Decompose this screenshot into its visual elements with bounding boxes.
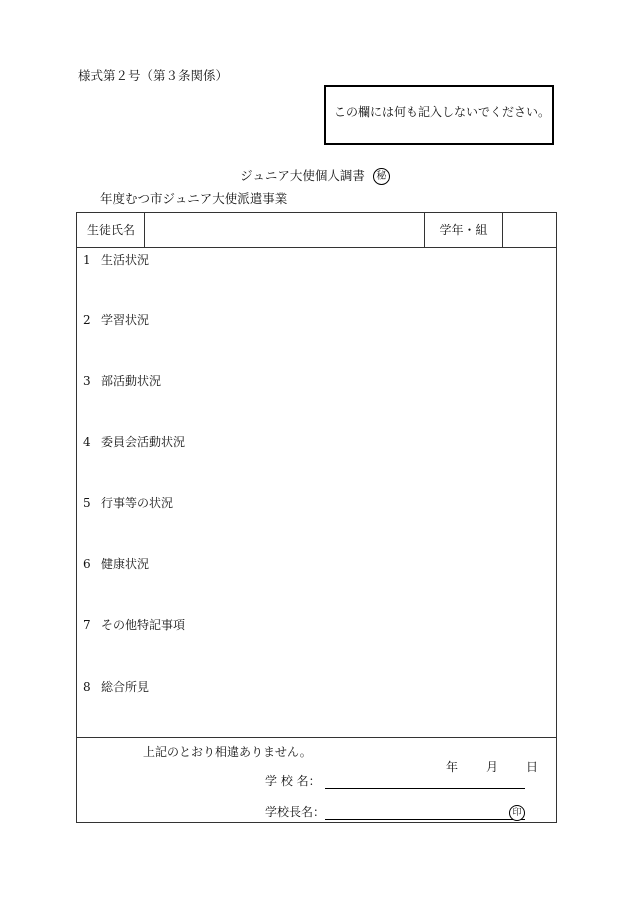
student-name-field[interactable]: [145, 213, 425, 247]
confidential-mark-icon: 秘: [373, 168, 390, 185]
section-health-status[interactable]: 6 健康状況: [83, 557, 150, 571]
student-name-label: 生徒氏名: [77, 213, 145, 247]
principal-name-field[interactable]: [325, 806, 525, 820]
school-name-row: [265, 772, 525, 789]
date-month-label: 月: [485, 760, 498, 774]
section-life-status[interactable]: 1 生活状況: [83, 253, 150, 267]
confirmation-text: 上記のとおり相違ありません。: [143, 745, 312, 759]
section-events[interactable]: 5 行事等の状況: [83, 496, 174, 510]
section-overall-remarks[interactable]: 8 総合所見: [83, 680, 150, 694]
date-year-label: 年: [445, 760, 458, 774]
grade-class-label: 学年・組: [425, 213, 503, 247]
school-name-label: 学 校 名：: [265, 774, 321, 788]
student-info-row: [77, 213, 556, 248]
certification-footer: [77, 737, 556, 824]
section-club-activity[interactable]: 3 部活動状況: [83, 374, 162, 388]
date-day-label: 日: [525, 760, 538, 774]
section-committee-activity[interactable]: 4 委員会活動状況: [83, 435, 186, 449]
form-number: 様式第２号（第３条関係）: [78, 68, 229, 83]
school-name-field[interactable]: [325, 775, 525, 789]
profile-form-table: [76, 212, 557, 823]
principal-name-row: [265, 803, 525, 820]
principal-name-label: 学校長名：: [265, 805, 326, 819]
project-name: 年度むつ市ジュニア大使派遣事業: [100, 191, 288, 206]
section-other-notes[interactable]: 7 その他特記事項: [83, 618, 186, 632]
office-use-notice: この欄には何も記入しないでください。: [334, 105, 551, 119]
title-text: ジュニア大使個人調書: [240, 168, 365, 183]
seal-icon: 印: [509, 805, 525, 821]
document-title: [0, 166, 630, 185]
grade-class-field[interactable]: [503, 213, 556, 247]
office-use-box: [324, 85, 554, 145]
section-study-status[interactable]: 2 学習状況: [83, 313, 150, 327]
